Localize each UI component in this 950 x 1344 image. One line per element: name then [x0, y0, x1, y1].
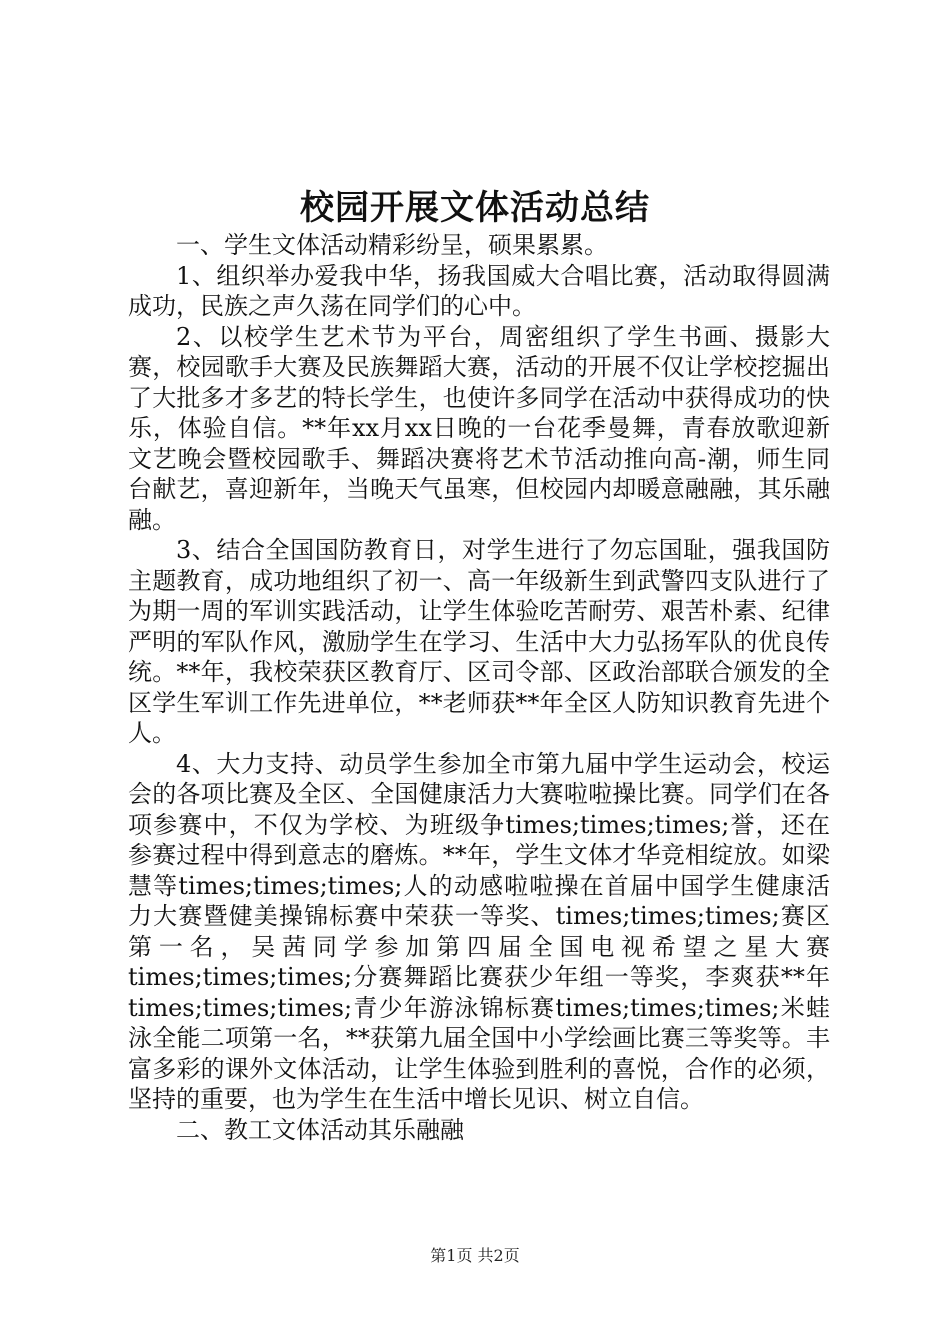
paragraph-choir: 1、组织举办爱我中华，扬我国威大合唱比赛，活动取得圆满成功，民族之声久荡在同学们的心中。 — [128, 261, 830, 320]
paragraph-art-festival: 2、以校学生艺术节为平台，周密组织了学生书画、摄影大赛，校园歌手大赛及民族舞蹈大赛，活动的开展不仅让学校挖掘出了大批多才多艺的特长学生，也使许多同学在活动中获得成功的快乐，体验自信。**年xx月xx日晚的一台花季曼舞，青春放歌迎新文艺晚会暨校园歌手、舞蹈决赛将艺术节活动推向高-潮，师生同台献艺，喜迎新年，当晚天气虽寒，但校园内却暖意融融，其乐融融。 — [128, 322, 830, 534]
section-heading-staff: 二、教工文体活动其乐融融 — [176, 1115, 464, 1144]
document-title: 校园开展文体活动总结 — [300, 188, 650, 228]
paragraph-defense-education: 3、结合全国国防教育日，对学生进行了勿忘国耻，强我国防主题教育，成功地组织了初一、高一年级新生到武警四支队进行了为期一周的军训实践活动，让学生体验吃苦耐劳、艰苦朴素、纪律严明的军队作风，激励学生在学习、生活中大力弘扬军队的优良传统。**年，我校荣获区教育厅、区司令部、区政治部联合颁发的全区学生军训工作先进单位，**老师获**年全区人防知识教育先进个人。 — [128, 536, 830, 747]
section-heading-students: 一、学生文体活动精彩纷呈，硕果累累。 — [176, 231, 608, 259]
document-body — [128, 230, 830, 1145]
paragraph-sports-achievements: 4、大力支持、动员学生参加全市第九届中学生运动会，校运会的各项比赛及全区、全国健康活力大赛啦啦操比赛。同学们在各项参赛中，不仅为学校、为班级争times;times;times;誉，还在参赛过程中得到意志的磨炼。**年，学生文体才华竞相绽放。如梁慧等times;times;times;人的动感啦啦操在首届中国学生健康活力大赛暨健美操锦标赛中荣获一等奖、times;times;times;赛区第一名，吴茜同学参加第四届全国电视希望之星大赛times;times;times;分赛舞蹈比赛获少年组一等奖，李爽获**年times;times;times;青少年游泳锦标赛times;times;times;米蛙泳全能二项第一名，**获第九届全国中小学绘画比赛三等奖等。丰富多彩的课外文体活动，让学生体验到胜利的喜悦，合作的必须，坚持的重要，也为学生在生活中增长见识、树立自信。 — [128, 749, 830, 1113]
page-number-footer: 第1页 共2页 — [430, 1246, 520, 1265]
